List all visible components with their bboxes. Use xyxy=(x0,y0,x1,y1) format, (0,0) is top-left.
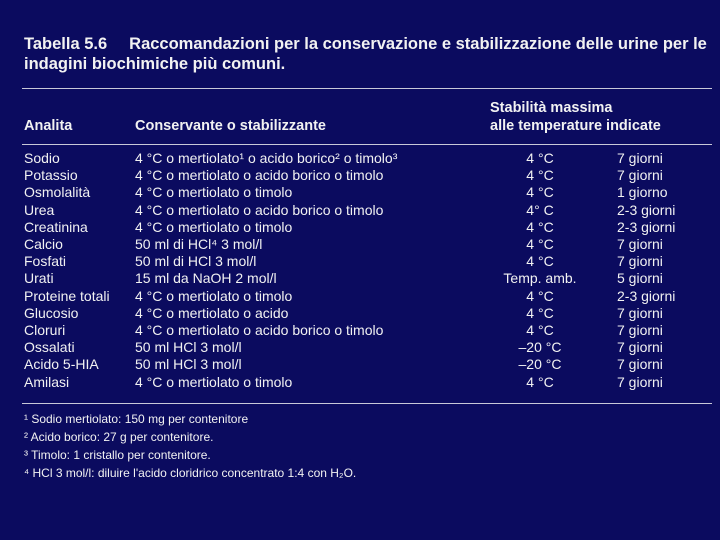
cell-temp: 4 °C xyxy=(526,184,554,201)
cell-durata: 5 giorni xyxy=(617,270,663,287)
cell-conservante: 50 ml HCl 3 mol/l xyxy=(135,356,242,373)
cell-durata: 7 giorni xyxy=(617,253,663,270)
cell-temp: 4 °C xyxy=(526,167,554,184)
cell-temp: 4 °C xyxy=(526,287,554,304)
cell-durata: 2-3 giorni xyxy=(617,287,676,304)
cell-durata: 7 giorni xyxy=(617,150,663,166)
table-row xyxy=(0,236,720,253)
table-caption: Raccomandazioni per la conservazione e stabilizzazione delle urine per le indagini biochimiche più comuni. xyxy=(24,35,707,73)
cell-conservante: 15 ml da NaOH 2 mol/l xyxy=(135,270,277,287)
cell-durata: 2-3 giorni xyxy=(617,201,676,218)
cell-analita: Sodio xyxy=(24,150,60,166)
table-row xyxy=(0,288,720,305)
cell-analita: Acido 5-HIA xyxy=(24,356,99,373)
cell-temp: 4 °C xyxy=(526,373,554,390)
cell-durata: 7 giorni xyxy=(617,373,663,390)
cell-analita: Urati xyxy=(24,270,54,287)
table-row xyxy=(0,202,720,219)
cell-conservante: 4 °C o mertiolato o acido borico o timolo xyxy=(135,167,384,184)
cell-conservante: 50 ml di HCl⁴ 3 mol/l xyxy=(135,236,263,252)
cell-conservante: 4 °C o mertiolato o acido borico o timolo xyxy=(135,322,384,338)
cell-durata: 1 giorno xyxy=(617,184,668,201)
table-row xyxy=(0,253,720,270)
table-row xyxy=(0,339,720,356)
table-number: Tabella 5.6 xyxy=(24,35,108,53)
cell-conservante: 50 ml HCl 3 mol/l xyxy=(135,339,242,356)
cell-analita: Urea xyxy=(24,201,55,218)
cell-conservante: 4 °C o mertiolato¹ o acido borico² o timolo³ xyxy=(135,150,398,166)
cell-analita: Fosfati xyxy=(24,253,67,270)
cell-conservante: 4 °C o mertiolato o acido xyxy=(135,304,289,321)
cell-temp: 4 °C xyxy=(526,322,554,338)
cell-durata: 7 giorni xyxy=(617,304,663,321)
cell-analita: Potassio xyxy=(24,167,78,184)
cell-conservante: 4 °C o mertiolato o timolo xyxy=(135,373,293,390)
cell-durata: 2-3 giorni xyxy=(617,218,676,235)
cell-durata: 7 giorni xyxy=(617,236,663,252)
table-row xyxy=(0,356,720,373)
header-conservante: Conservante o stabilizzante xyxy=(135,118,326,134)
cell-conservante: 4 °C o mertiolato o timolo xyxy=(135,218,293,235)
cell-analita: Osmolalità xyxy=(24,184,91,201)
cell-durata: 7 giorni xyxy=(617,322,663,338)
cell-temp: 4 °C xyxy=(526,236,554,252)
cell-durata: 7 giorni xyxy=(617,339,663,356)
cell-temp: –20 °C xyxy=(518,339,562,356)
cell-analita: Amilasi xyxy=(24,373,70,390)
footnote: ³ Timolo: 1 cristallo per contenitore. xyxy=(24,448,211,462)
table-row xyxy=(0,305,720,322)
table-title xyxy=(24,34,714,74)
cell-durata: 7 giorni xyxy=(617,167,663,184)
table-row xyxy=(0,184,720,201)
table-row xyxy=(0,322,720,339)
table-row xyxy=(0,150,720,167)
cell-temp: 4 °C xyxy=(526,253,554,270)
header-stabilita-1: Stabilità massima xyxy=(490,100,613,116)
cell-temp: 4 °C xyxy=(526,150,554,166)
cell-temp: 4 °C xyxy=(526,218,554,235)
cell-conservante: 50 ml di HCl 3 mol/l xyxy=(135,253,257,270)
table-row xyxy=(0,270,720,287)
cell-analita: Glucosio xyxy=(24,304,79,321)
cell-conservante: 4 °C o mertiolato o timolo xyxy=(135,287,293,304)
cell-conservante: 4 °C o mertiolato o timolo xyxy=(135,184,293,201)
footnote: ⁴ HCl 3 mol/l: diluire l'acido cloridrico concentrato 1:4 con H₂O. xyxy=(24,466,357,480)
cell-temp: –20 °C xyxy=(518,356,562,373)
divider-header xyxy=(22,144,712,145)
cell-conservante: 4 °C o mertiolato o acido borico o timolo xyxy=(135,201,384,218)
header-stabilita-2: alle temperature indicate xyxy=(490,118,661,134)
cell-durata: 7 giorni xyxy=(617,356,663,373)
cell-temp: Temp. amb. xyxy=(503,270,577,287)
table-row xyxy=(0,167,720,184)
cell-analita: Ossalati xyxy=(24,339,75,356)
cell-temp: 4 °C xyxy=(526,304,554,321)
table-row xyxy=(0,374,720,391)
cell-analita: Proteine totali xyxy=(24,287,110,304)
cell-temp: 4° C xyxy=(526,201,554,218)
footnote: ¹ Sodio mertiolato: 150 mg per contenitore xyxy=(24,412,249,426)
cell-analita: Calcio xyxy=(24,236,63,252)
table-row xyxy=(0,219,720,236)
cell-analita: Creatinina xyxy=(24,218,88,235)
cell-analita: Cloruri xyxy=(24,322,66,338)
divider-top xyxy=(22,88,712,89)
footnote: ² Acido borico: 27 g per contenitore. xyxy=(24,430,214,444)
header-analita: Analita xyxy=(24,118,73,134)
divider-bottom xyxy=(22,403,712,404)
